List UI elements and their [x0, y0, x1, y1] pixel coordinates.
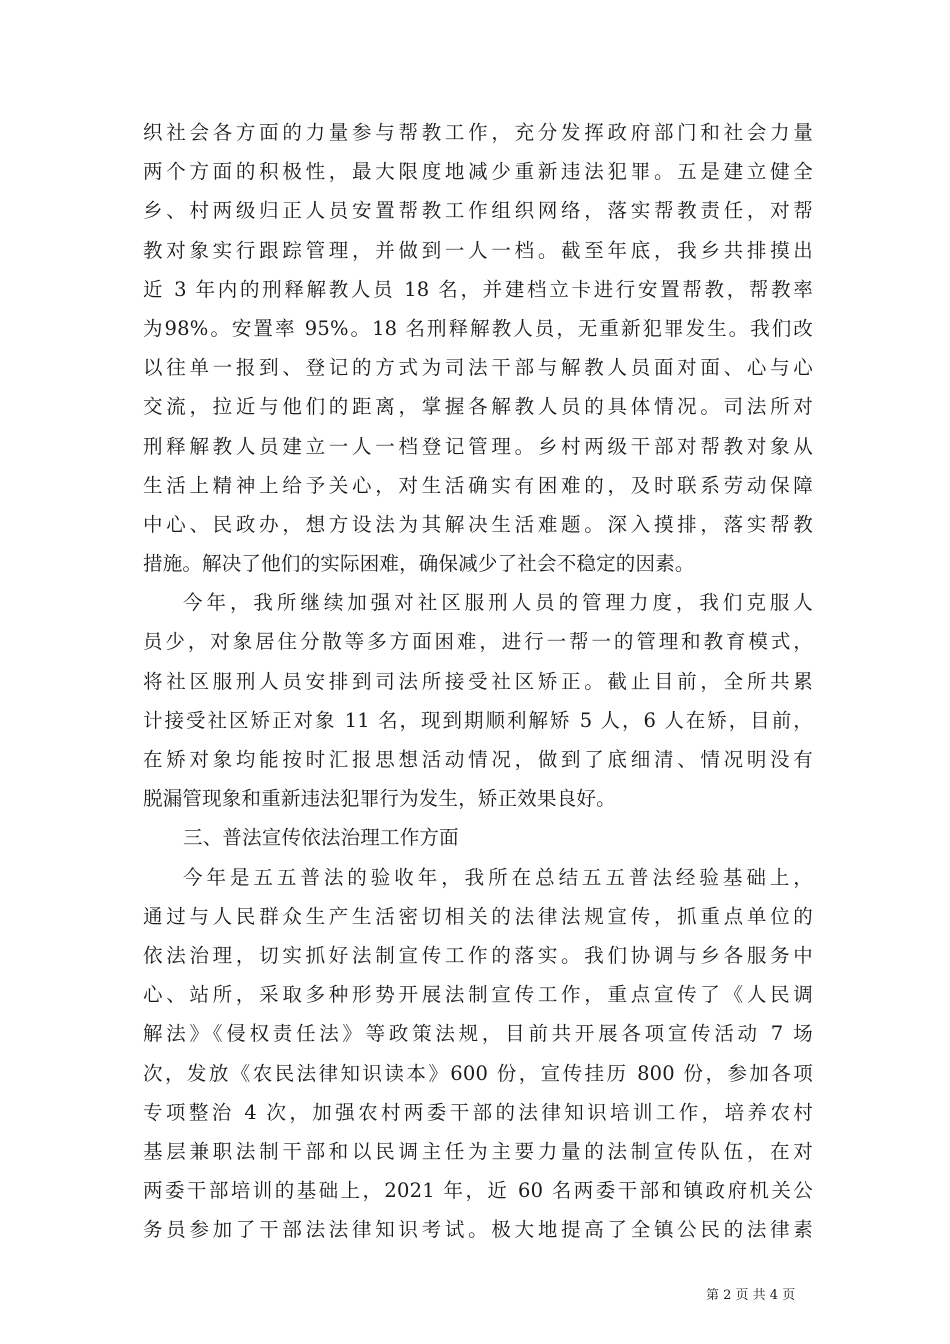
text-line: 基层兼职法制干部和以民调主任为主要力量的法制宣传队伍，在对 — [143, 1139, 813, 1163]
text-line: 在矫对象均能按时汇报思想活动情况，做到了底细清、情况明没有 — [143, 748, 813, 771]
text-line: 通过与人民群众生产生活密切相关的法律法规宣传，抓重点单位的 — [143, 904, 813, 928]
text-line: 将社区服刑人员安排到司法所接受社区矫正。截止目前，全所共累 — [143, 669, 813, 693]
text-line: 刑释解教人员建立一人一档登记管理。乡村两级干部对帮教对象从 — [143, 434, 813, 458]
text-line: 以往单一报到、登记的方式为司法干部与解教人员面对面、心与心 — [143, 356, 813, 380]
text-line: 生活上精神上给予关心，对生活确实有困难的，及时联系劳动保障 — [143, 473, 813, 497]
text-line: 中心、民政办，想方设法为其解决生活难题。深入摸排，落实帮教 — [143, 512, 813, 536]
page-indicator: 第 2 页 共 4 页 — [706, 1288, 796, 1303]
text-line: 织社会各方面的力量参与帮教工作，充分发挥政府部门和社会力量 — [143, 121, 813, 144]
text-line: 务员参加了干部法法律知识考试。极大地提高了全镇公民的法律素 — [143, 1218, 813, 1242]
paragraph-start-line: 今年，我所继续加强对社区服刑人员的管理力度，我们克服人 — [183, 591, 813, 615]
text-line: 计接受社区矫正对象 11 名，现到期顺利解矫 5 人，6 人在矫，目前， — [143, 708, 813, 732]
text-line: 乡、村两级归正人员安置帮教工作组织网络，落实帮教责任，对帮 — [143, 199, 813, 223]
text-line: 专项整治 4 次，加强农村两委干部的法律知识培训工作，培养农村 — [143, 1100, 813, 1124]
text-line: 措施。解决了他们的实际困难，确保减少了社会不稳定的因素。 — [143, 552, 695, 576]
paragraph-start-line: 今年是五五普法的验收年，我所在总结五五普法经验基础上， — [183, 865, 813, 889]
text-line: 两个方面的积极性，最大限度地减少重新违法犯罪。五是建立健全 — [143, 160, 813, 184]
text-line: 交流，拉近与他们的距离，掌握各解教人员的具体情况。司法所对 — [143, 395, 813, 419]
text-line: 解法》《侵权责任法》等政策法规，目前共开展各项宣传活动 7 场 — [143, 1022, 813, 1046]
section-heading: 三、普法宣传依法治理工作方面 — [183, 826, 459, 850]
text-line: 次，发放《农民法律知识读本》600 份，宣传挂历 800 份，参加各项 — [143, 1061, 813, 1085]
text-line: 员少，对象居住分散等多方面困难，进行一帮一的管理和教育模式， — [143, 630, 813, 654]
text-line: 脱漏管现象和重新违法犯罪行为发生，矫正效果良好。 — [143, 787, 616, 811]
text-line: 为98%。安置率 95%。18 名刑释解教人员，无重新犯罪发生。我们改 — [143, 316, 813, 340]
document-body — [143, 113, 813, 1249]
text-line: 教对象实行跟踪管理，并做到一人一档。截至年底，我乡共排摸出 — [143, 238, 813, 262]
text-line: 依法治理，切实抓好法制宣传工作的落实。我们协调与乡各服务中 — [143, 943, 813, 967]
text-line: 心、站所，采取多种形势开展法制宣传工作，重点宣传了《人民调 — [143, 983, 813, 1007]
text-line: 两委干部培训的基础上，2021 年，近 60 名两委干部和镇政府机关公 — [143, 1179, 813, 1203]
text-line: 近 3 年内的刑释解教人员 18 名，并建档立卡进行安置帮教，帮教率 — [143, 277, 813, 301]
